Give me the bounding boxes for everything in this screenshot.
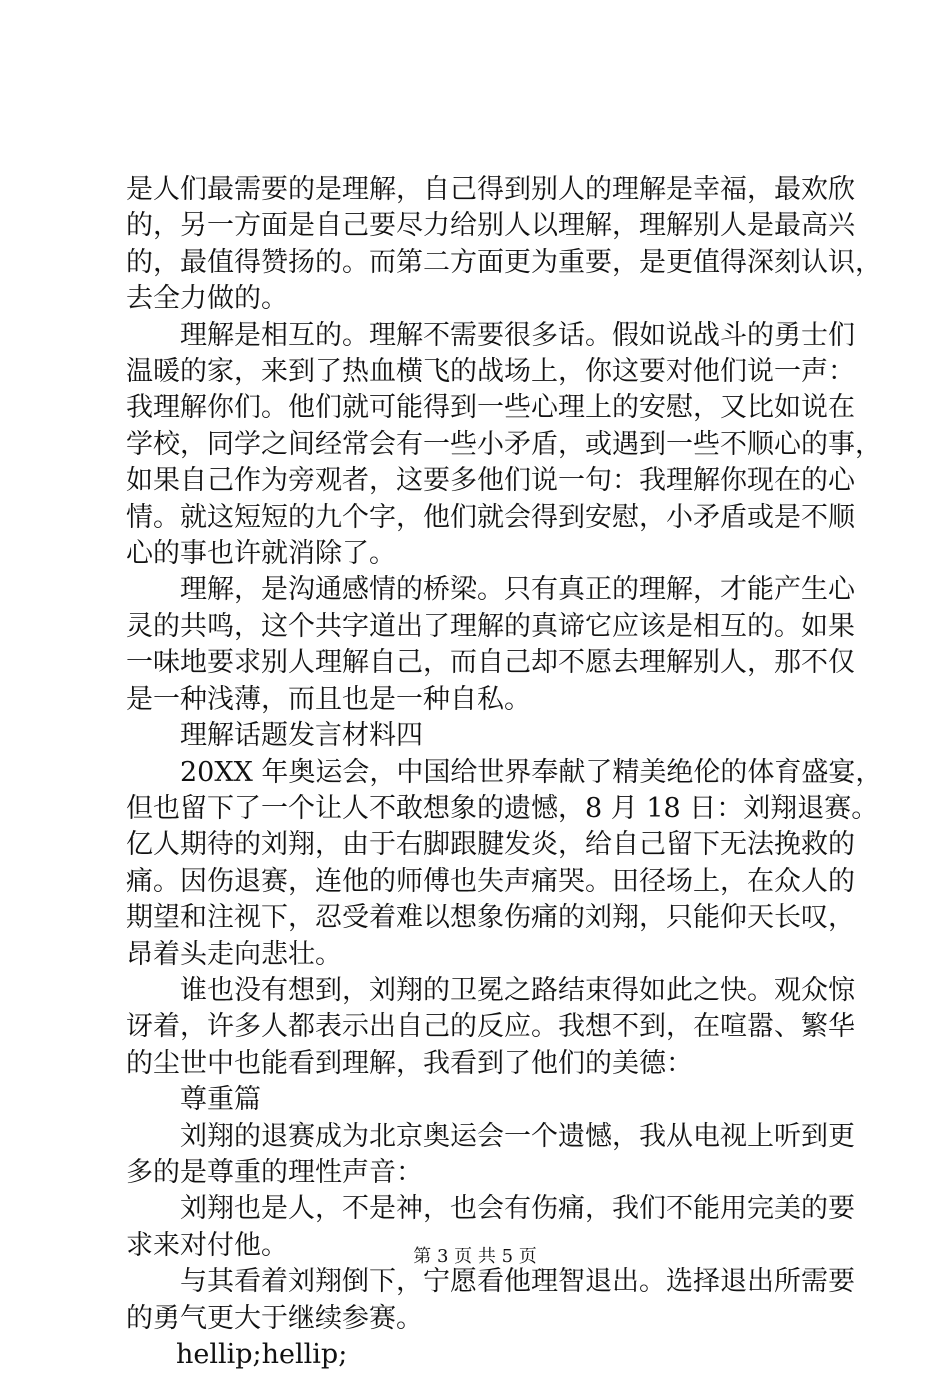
text-line: 亿人期待的刘翔，由于右脚跟腱发炎，给自己留下无法挽救的 bbox=[126, 829, 855, 861]
paragraph-start: 谁也没有想到，刘翔的卫冕之路结束得如此之快。观众惊 bbox=[180, 974, 855, 1006]
document-body bbox=[126, 172, 883, 1373]
paragraph-start: 理解，是沟通感情的桥梁。只有真正的理解，才能产生心 bbox=[180, 574, 855, 606]
paragraph-start: 与其看着刘翔倒下，宁愿看他理智退出。选择退出所需要 bbox=[180, 1266, 855, 1298]
paragraph-start: 刘翔也是人，不是神，也会有伤痛，我们不能用完美的要 bbox=[180, 1193, 855, 1225]
text-line: 昂着头走向悲壮。 bbox=[126, 938, 342, 970]
text-line: 学校，同学之间经常会有一些小矛盾，或遇到一些不顺心的事， bbox=[126, 428, 882, 460]
page-footer bbox=[0, 1245, 950, 1269]
text-line: 温暖的家，来到了热血横飞的战场上，你这要对他们说一声： bbox=[126, 356, 855, 388]
section-heading: 尊重篇 bbox=[180, 1084, 261, 1116]
text-line: 是一种浅薄，而且也是一种自私。 bbox=[126, 683, 531, 715]
text-line: 去全力做的。 bbox=[126, 283, 288, 315]
text-line: 的，最值得赞扬的。而第二方面更为重要，是更值得深刻认识， bbox=[126, 246, 882, 278]
text-line: 痛。因伤退赛，连他的师傅也失声痛哭。田径场上，在众人的 bbox=[126, 865, 855, 897]
paragraph-start: 理解是相互的。理解不需要很多话。假如说战斗的勇士们 bbox=[180, 319, 855, 351]
ellipsis-line: hellip;hellip; bbox=[176, 1339, 348, 1370]
text-line: 灵的共鸣，这个共字道出了理解的真谛它应该是相互的。如果 bbox=[126, 610, 855, 642]
text-line: 情。就这短短的九个字，他们就会得到安慰，小矛盾或是不顺 bbox=[126, 501, 855, 533]
text-line: 的勇气更大于继续参赛。 bbox=[126, 1302, 423, 1334]
text-line: 如果自己作为旁观者，这要多他们说一句：我理解你现在的心 bbox=[126, 465, 855, 497]
text-line: 一味地要求别人理解自己，而自己却不愿去理解别人，那不仅 bbox=[126, 647, 855, 679]
text-line: 求来对付他。 bbox=[126, 1229, 288, 1261]
paragraph-start: 刘翔的退赛成为北京奥运会一个遗憾，我从电视上听到更 bbox=[180, 1120, 855, 1152]
text-line: 的尘世中也能看到理解，我看到了他们的美德： bbox=[126, 1047, 693, 1079]
page-number: 第 3 页 共 5 页 bbox=[413, 1246, 537, 1267]
text-line: 是人们最需要的是理解，自己得到别人的理解是幸福，最欢欣 bbox=[126, 174, 855, 205]
section-heading: 理解话题发言材料四 bbox=[180, 720, 423, 752]
text-line: 心的事也许就消除了。 bbox=[126, 538, 396, 570]
text-line: 的，另一方面是自己要尽力给别人以理解，理解别人是最高兴 bbox=[126, 210, 855, 242]
paragraph-start: 20XX 年奥运会，中国给世界奉献了精美绝伦的体育盛宴， bbox=[180, 756, 883, 788]
text-line: 但也留下了一个让人不敢想象的遗憾，8 月 18 日：刘翔退赛。 bbox=[126, 792, 879, 824]
text-line: 期望和注视下，忍受着难以想象伤痛的刘翔，只能仰天长叹， bbox=[126, 902, 855, 934]
text-line: 讶着，许多人都表示出自己的反应。我想不到，在喧嚣、繁华 bbox=[126, 1011, 855, 1043]
text-line: 多的是尊重的理性声音： bbox=[126, 1156, 423, 1188]
text-line: 我理解你们。他们就可能得到一些心理上的安慰，又比如说在 bbox=[126, 392, 855, 424]
